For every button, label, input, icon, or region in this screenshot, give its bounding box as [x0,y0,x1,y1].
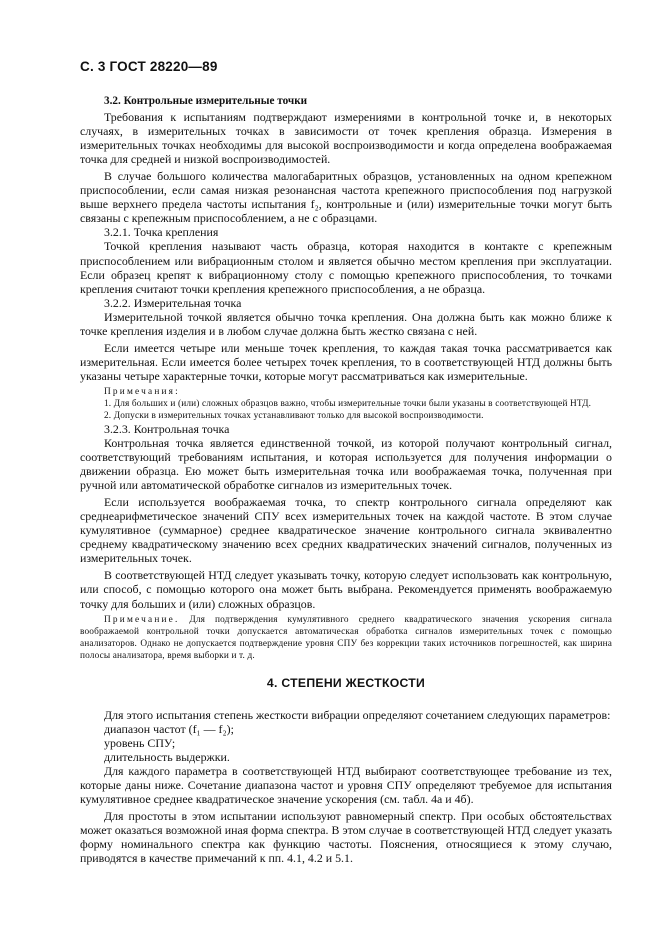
section-4-title: 4. СТЕПЕНИ ЖЕСТКОСТИ [266,675,426,690]
section-3-2-3-paragraph-3: В соответствующей НТД следует указывать точку, которую следует использовать как контрольную, или способ, с помощью которого она может быть выбрана. Рекомендуется применять воображаемую точку для больших и (или) сложных образцов. [80,568,612,611]
note-text: Для подтверждения кумулятивного среднего квадратического значения ускорения сигнала воображаемой контрольной точки допускается автоматическая обработка сигналов измерительных точек с помощью анализаторов. Однако не допускается подтверждение уровня СПУ без коррекции таких источников погрешностей, как ширина полосы анализатора, время выборки и т. д. [80,614,612,661]
section-3-2-3-paragraph-2: Если используется воображаемая точка, то спектр контрольного сигнала определяют как среднеарифметическое значений СПУ всех измерительных точек на каждой частоте. В этом случае кумулятивное (суммарное) среднее квадратическое значение контрольного сигнала эквивалентно среднему квадратическому значению всех средних квадратических значений сигналов, полученных из измерительных точек. [80,495,612,566]
section-3-2-2-paragraph-2: Если имеется четыре или меньше точек крепления, то каждая такая точка рассматривается как измерительная. Если имеется более четырех точек крепления, то в соответствующей НТД должны быть указаны четыре характерные точки, которые могут рассматриваться как измерительные. [80,340,612,383]
section-3-2-1-paragraph-1: Точкой крепления называют часть образца, которая находится в контакте с крепежным приспособлением или вибрационным столом и является обычно местом крепления при эксплуатации. Если образец крепят к вибрационному столу с помощью крепежного приспособления, то точками крепления считают точки крепления крепежного приспособления, а не образца. [80,239,612,296]
section-3-2-paragraph-1: Требования к испытаниям подтверждают измерениями в контрольной точке и, в некоторых случаях, в измерительных точках в зависимости от точек крепления образца. Измерения в измерительных точках необходимы для высокой воспроизводимости и когда определена воображаемая точка для средней и низкой воспроизводимостей. [80,110,612,167]
section-3-2-2-paragraph-1: Измерительной точкой является обычно точка крепления. Она должна быть как можно ближе к точке крепления изделия и в любом случае должна быть жестко связана с ней. [80,309,612,338]
note-label: Примечание. [104,614,180,625]
section-4-paragraph-1: Для этого испытания степень жесткости вибрации определяют сочетанием следующих параметров: [104,707,611,722]
section-3-2-1-title: 3.2.1. Точка крепления [104,225,219,240]
page-header: С. 3 ГОСТ 28220—89 [80,59,218,74]
list-item-duration: длительность выдержки. [104,749,230,764]
list-item-frequency-range: диапазон частот (f₁ — f₂); [104,721,234,736]
note-1: 1. Для больших и (или) сложных образцов важно, чтобы измерительные точки были указаны в соответствующей НТД. [104,398,592,409]
section-4-paragraph-2: Для каждого параметра в соответствующей НТД выбирают соответствующее требование из тех, которые даны ниже. Сочетание диапазона частот и уровня СПУ определяют требуемое для испытания кумулятивное среднее квадратическое значение ускорения (см. табл. 4а и 4б). [80,763,612,806]
section-4-paragraph-3: Для простоты в этом испытании используют равномерный спектр. При особых обстоятельствах может оказаться возможной иная форма спектра. В этом случае в соответствующей НТД следует указать форму номинального спектра как функцию частоты. Пояснения, относящиеся к этому случаю, приводятся в качестве примечаний к пп. 4.1, 4.2 и 5.1. [80,808,612,866]
section-3-2-title: 3.2. Контрольные измерительные точки [104,95,308,107]
notes-label: Примечания: [104,386,180,397]
page-content [80,94,612,865]
section-3-2-2-title: 3.2.2. Измерительная точка [104,295,242,310]
section-3-2-3-paragraph-1: Контрольная точка является единственной точкой, из которой получают контрольный сигнал, соответствующий требованиям испытания, и которая используется для получения информации о движении образца. Ею может быть измерительная точка или воображаемая точка, полученная при ручной или автоматической обработке сигналов из измерительных точек. [80,435,612,493]
note-2: 2. Допуски в измерительных точках устанавливают только для высокой воспроизводимости. [104,410,484,421]
list-item-spu-level: уровень СПУ; [104,735,176,750]
section-3-2-3-title: 3.2.3. Контрольная точка [104,421,230,436]
note-imaginary-point [80,614,612,662]
section-3-2-paragraph-2: В случае большого количества малогабаритных образцов, установленных на одном крепежном приспособлении, если самая низкая резонансная частота крепежного приспособления под нагрузкой выше верхнего предела частоты испытания f₂, контрольные и (или) измерительные точки могут быть связаны с крепежным приспособлением, а не с образцами. [80,169,612,226]
